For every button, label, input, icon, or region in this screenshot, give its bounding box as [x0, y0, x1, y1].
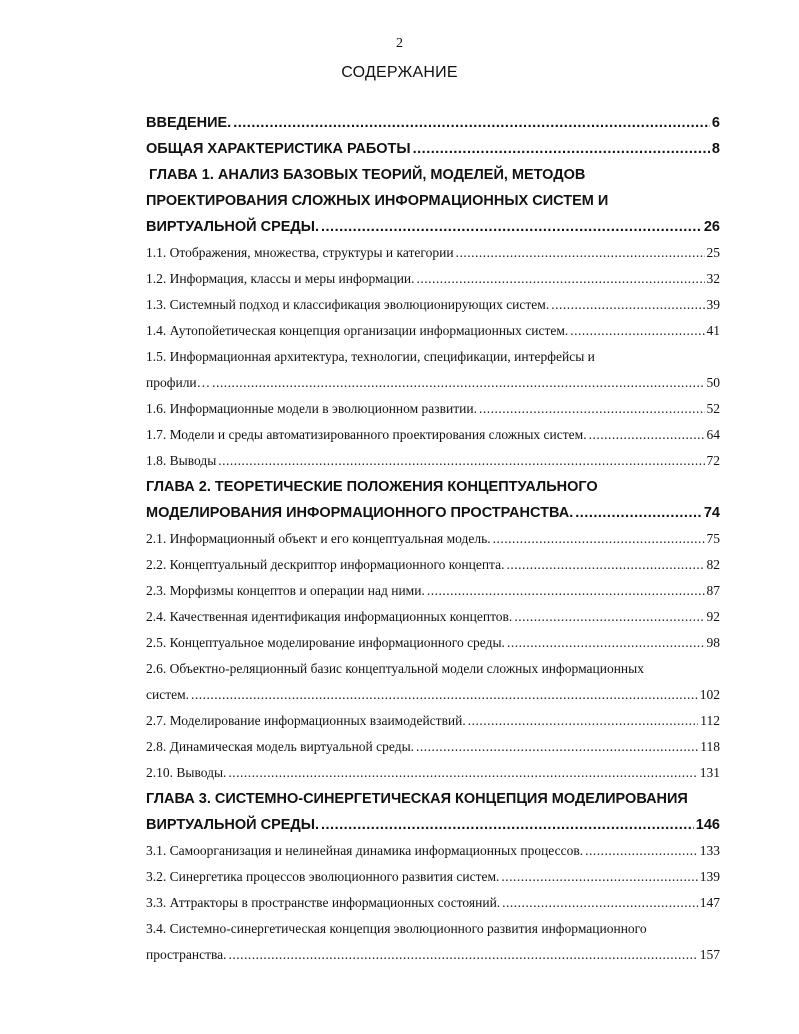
dot-leader [507, 552, 705, 578]
toc-entry-page: 6 [711, 115, 720, 131]
toc-section[interactable] [146, 396, 720, 422]
dot-leader [575, 500, 702, 526]
toc-chapter-2-line-1[interactable]: ГЛАВА 2. ТЕОРЕТИЧЕСКИЕ ПОЛОЖЕНИЯ КОНЦЕПТУАЛЬНОГО [146, 479, 598, 495]
toc-entry-title: ВИРТУАЛЬНОЙ СРЕДЫ. [146, 219, 319, 235]
toc-section[interactable] [146, 526, 720, 552]
toc-section-title: 1.1. Отображения, множества, структуры и категории [146, 245, 454, 260]
toc-section-title: 1.6. Информационные модели в эволюционном развитии. [146, 401, 477, 416]
toc-section[interactable] [146, 266, 720, 292]
toc-section-page: 82 [706, 557, 720, 572]
toc-section[interactable] [146, 318, 720, 344]
toc-section-title: 2.3. Морфизмы концептов и операции над ними. [146, 583, 425, 598]
dot-leader [585, 838, 698, 864]
dot-leader [502, 890, 698, 916]
toc-section-page: 72 [706, 453, 720, 468]
toc-section-page: 157 [699, 947, 720, 962]
toc-entry-title: МОДЕЛИРОВАНИЯ ИНФОРМАЦИОННОГО ПРОСТРАНСТВА. [146, 505, 574, 521]
chapter-3-sections [146, 838, 720, 968]
toc-section-page: 50 [706, 375, 720, 390]
toc-entry-page: 146 [695, 817, 720, 833]
toc-section[interactable] [146, 760, 720, 786]
toc-section-title: профили… [146, 375, 211, 390]
toc-entry-intro[interactable] [146, 110, 720, 136]
page-title: СОДЕРЖАНИЕ [341, 64, 458, 81]
dot-leader [233, 110, 710, 136]
dot-leader [589, 422, 705, 448]
dot-leader [493, 526, 705, 552]
toc-section[interactable] [146, 630, 720, 656]
toc-section[interactable] [146, 682, 720, 708]
toc-section[interactable] [146, 604, 720, 630]
toc-entry-title: ВИРТУАЛЬНОЙ СРЕДЫ. [146, 817, 319, 833]
toc-section-page: 118 [700, 739, 720, 754]
toc-section[interactable] [146, 838, 720, 864]
toc-section-page: 133 [699, 843, 720, 858]
page-number: 2 [396, 36, 403, 51]
dot-leader [479, 396, 705, 422]
toc-chapter-3-line-1[interactable]: ГЛАВА 3. СИСТЕМНО-СИНЕРГЕТИЧЕСКАЯ КОНЦЕПЦИЯ МОДЕЛИРОВАНИЯ [146, 791, 688, 807]
toc-section-page: 102 [699, 687, 720, 702]
toc-section-title: 1.8. Выводы [146, 453, 217, 468]
dot-leader [551, 292, 704, 318]
toc-section-line[interactable]: 2.6. Объектно-реляционный базис концептуальной модели сложных информационных [146, 661, 644, 676]
toc-entry-title: ВВЕДЕНИЕ. [146, 115, 232, 131]
toc-section[interactable] [146, 370, 720, 396]
toc-section-title: 3.1. Самоорганизация и нелинейная динамика информационных процессов. [146, 843, 584, 858]
toc-chapter-1-line-2[interactable]: ПРОЕКТИРОВАНИЯ СЛОЖНЫХ ИНФОРМАЦИОННЫХ СИСТЕМ И [146, 193, 609, 209]
toc-section[interactable] [146, 292, 720, 318]
toc-section-title: 3.2. Синергетика процессов эволюционного развития систем. [146, 869, 500, 884]
toc-section-page: 98 [706, 635, 720, 650]
toc-section[interactable] [146, 422, 720, 448]
toc-section-title: 1.4. Аутопойетическая концепция организации информационных систем. [146, 323, 569, 338]
dot-leader [468, 708, 698, 734]
toc-section-page: 41 [706, 323, 720, 338]
toc-section[interactable] [146, 734, 720, 760]
toc-section-page: 75 [706, 531, 720, 546]
dot-leader [228, 760, 697, 786]
toc-section-title: 2.1. Информационный объект и его концептуальная модель. [146, 531, 491, 546]
toc-section[interactable] [146, 942, 720, 968]
dot-leader [416, 734, 698, 760]
toc-section-page: 92 [706, 609, 720, 624]
toc-section[interactable] [146, 448, 720, 474]
toc-section-page: 25 [706, 245, 720, 260]
toc-section-title: 1.3. Системный подход и классификация эволюционирующих систем. [146, 297, 550, 312]
toc-section-title: 1.2. Информация, классы и меры информации. [146, 271, 415, 286]
toc-section-page: 112 [700, 713, 720, 728]
toc-chapter-2-line-2[interactable] [146, 500, 720, 526]
toc-section[interactable] [146, 552, 720, 578]
toc-section-title: пространства. [146, 947, 227, 962]
toc-entry-page: 74 [703, 505, 720, 521]
toc-section-line[interactable]: 1.5. Информационная архитектура, технологии, спецификации, интерфейсы и [146, 349, 595, 364]
dot-leader [456, 240, 705, 266]
toc-entry-page: 8 [711, 141, 720, 157]
toc-entry-overview[interactable] [146, 136, 720, 162]
toc-section-page: 39 [706, 297, 720, 312]
toc-section[interactable] [146, 240, 720, 266]
toc-section-line[interactable]: 3.4. Системно-синергетическая концепция эволюционного развития информационного [146, 921, 647, 936]
toc-chapter-1-line-3[interactable] [146, 214, 720, 240]
toc-section-title: 3.3. Аттракторы в пространстве информационных состояний. [146, 895, 501, 910]
toc-section-page: 131 [699, 765, 720, 780]
dot-leader [218, 448, 704, 474]
toc-section-page: 87 [706, 583, 720, 598]
toc-section-page: 52 [706, 401, 720, 416]
dot-leader [321, 214, 702, 240]
toc-section-title: 2.7. Моделирование информационных взаимодействий. [146, 713, 466, 728]
chapter-2-sections [146, 526, 720, 786]
dot-leader [507, 630, 705, 656]
table-of-contents [146, 110, 720, 968]
toc-section-title: 2.2. Концептуальный дескриптор информационного концепта. [146, 557, 505, 572]
toc-section-page: 64 [706, 427, 720, 442]
toc-section[interactable] [146, 708, 720, 734]
dot-leader [212, 370, 704, 396]
toc-section-title: 2.4. Качественная идентификация информационных концептов. [146, 609, 513, 624]
toc-section-page: 139 [699, 869, 720, 884]
toc-section-page: 147 [699, 895, 720, 910]
toc-section-title: 1.7. Модели и среды автоматизированного проектирования сложных систем. [146, 427, 587, 442]
chapter-1-sections [146, 240, 720, 474]
toc-chapter-3-line-2[interactable] [146, 812, 720, 838]
dot-leader [501, 864, 697, 890]
dot-leader [570, 318, 704, 344]
toc-section-page: 32 [706, 271, 720, 286]
dot-leader [427, 578, 705, 604]
dot-leader [417, 266, 705, 292]
toc-section[interactable] [146, 864, 720, 890]
toc-section-title: 2.8. Динамическая модель виртуальной среды. [146, 739, 415, 754]
toc-entry-page: 26 [703, 219, 720, 235]
dot-leader [413, 136, 710, 162]
dot-leader [514, 604, 704, 630]
toc-section-title: 2.10. Выводы. [146, 765, 227, 780]
toc-section-title: систем. [146, 687, 190, 702]
toc-section-title: 2.5. Концептуальное моделирование информационного среды. [146, 635, 505, 650]
dot-leader [229, 942, 698, 968]
toc-entry-title: ОБЩАЯ ХАРАКТЕРИСТИКА РАБОТЫ [146, 141, 411, 157]
dot-leader [191, 682, 698, 708]
dot-leader [321, 812, 694, 838]
toc-section[interactable] [146, 890, 720, 916]
toc-chapter-1-line-1[interactable]: ГЛАВА 1. АНАЛИЗ БАЗОВЫХ ТЕОРИЙ, МОДЕЛЕЙ, МЕТОДОВ [149, 167, 586, 183]
toc-section[interactable] [146, 578, 720, 604]
